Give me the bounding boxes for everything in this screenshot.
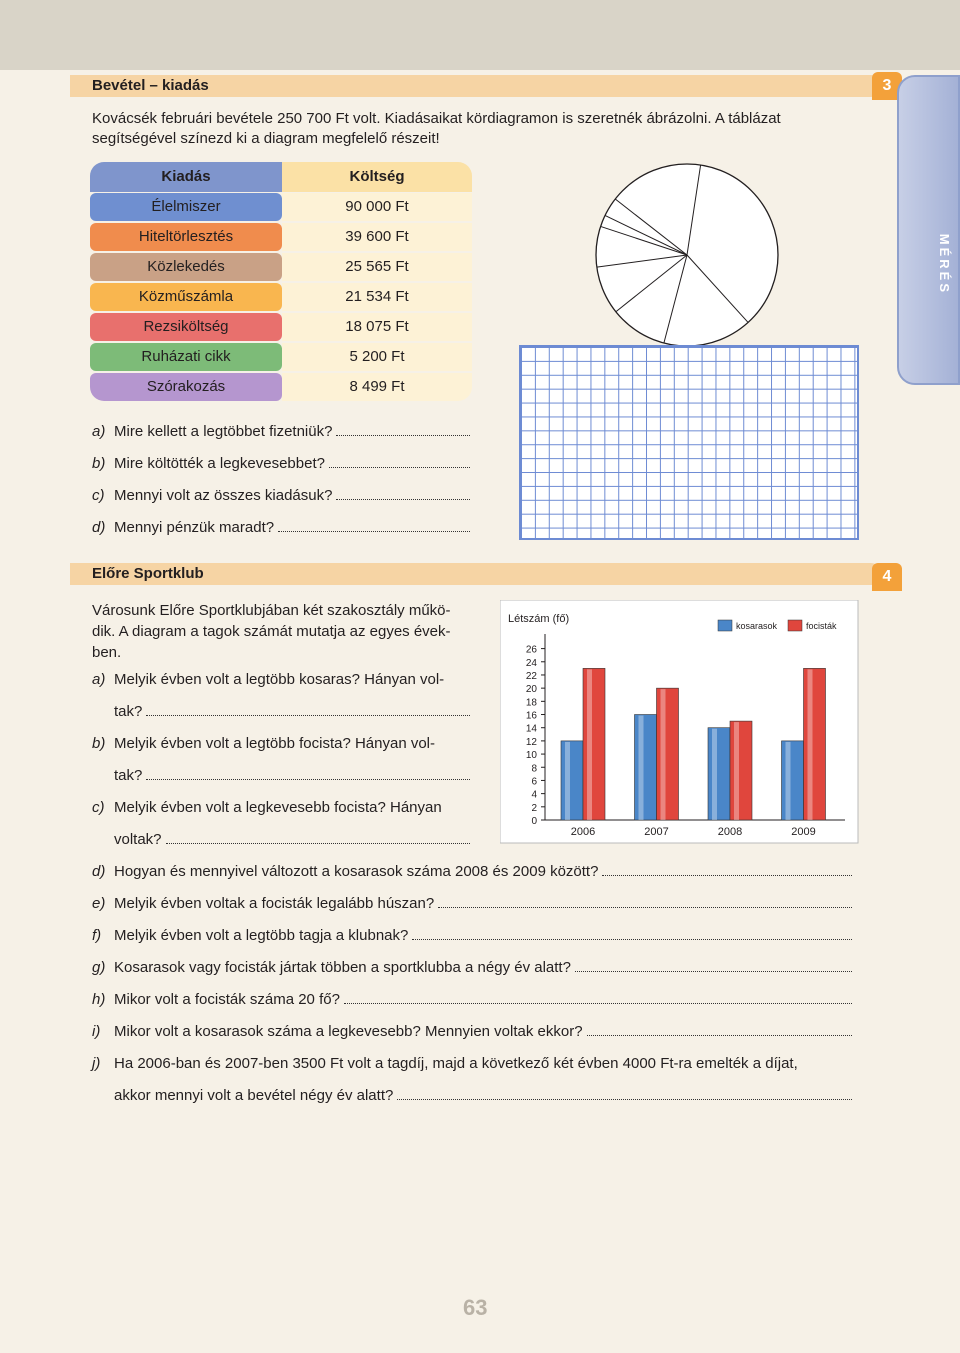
- question-text: Melyik évben volt a legtöbb tagja a klubnak?: [114, 927, 409, 944]
- question-letter: d): [92, 519, 106, 536]
- bar-kosarasok-2009: [782, 741, 804, 820]
- header-cost: Költség: [282, 162, 472, 192]
- question: [92, 892, 852, 924]
- bar-focisták-2007: [657, 688, 679, 820]
- legend-label: kosarasok: [736, 621, 778, 631]
- question-letter: j): [92, 1055, 101, 1072]
- bar-kosarasok-2007: [635, 715, 657, 820]
- bar-highlight: [639, 716, 644, 820]
- question-text: Hogyan és mennyivel változott a kosarasok száma 2008 és 2009 között?: [114, 863, 599, 880]
- y-tick-label: 16: [525, 710, 537, 722]
- answer-line[interactable]: [146, 701, 470, 716]
- y-axis-label: Létszám (fő): [508, 613, 570, 625]
- expense-label: Közműszámla: [90, 283, 282, 311]
- bar-chart: [500, 600, 860, 845]
- table-header: [90, 162, 472, 192]
- question: [92, 796, 470, 828]
- bar-highlight: [712, 729, 717, 820]
- question-letter: c): [92, 799, 105, 816]
- question: [92, 516, 472, 548]
- section-title: Előre Sportklub: [92, 565, 204, 582]
- y-tick-label: 20: [525, 684, 537, 696]
- question: [92, 420, 472, 452]
- question-continuation: [92, 764, 470, 796]
- exercise-intro: Kovácsék februári bevétele 250 700 Ft volt. Kiadásaikat kördiagramon is szeretnék ábrázolni. A táblázat segítségével színezd ki a diagram megfelelő részeit!: [92, 110, 781, 147]
- question-text: Mennyi volt az összes kiadásuk?: [114, 487, 333, 504]
- bar-kosarasok-2008: [708, 728, 730, 820]
- questions-4-bottom: [92, 860, 852, 1116]
- question-text: tak?: [114, 767, 143, 784]
- question-letter: b): [92, 455, 106, 472]
- question-text: Melyik évben voltak a focisták legalább húszan?: [114, 895, 435, 912]
- x-tick-label: 2007: [644, 826, 669, 838]
- exercise-number: 3: [872, 72, 902, 100]
- question-text: voltak?: [114, 831, 162, 848]
- y-tick-label: 4: [531, 789, 537, 801]
- expense-cost: 39 600 Ft: [282, 223, 472, 251]
- answer-line[interactable]: [329, 453, 470, 468]
- question-continuation: [92, 1084, 852, 1116]
- bar-focisták-2009: [804, 668, 826, 820]
- question-letter: e): [92, 895, 106, 912]
- bar-focisták-2006: [583, 668, 605, 820]
- answer-line[interactable]: [397, 1085, 852, 1100]
- intro-line: dik. A diagram a tagok számát mutatja az egyes évek-: [92, 623, 451, 640]
- question-letter: g): [92, 959, 106, 976]
- question: [92, 988, 852, 1020]
- questions-3: [92, 420, 472, 548]
- table-row: [90, 252, 472, 282]
- y-tick-label: 6: [531, 776, 537, 788]
- header-expense: Kiadás: [90, 162, 282, 192]
- y-tick-label: 24: [525, 657, 537, 669]
- x-tick-label: 2009: [791, 826, 816, 838]
- expense-label: Közlekedés: [90, 253, 282, 281]
- question: [92, 452, 472, 484]
- question-letter: a): [92, 423, 106, 440]
- question: [92, 1052, 852, 1084]
- question-letter: b): [92, 735, 106, 752]
- question-letter: h): [92, 991, 106, 1008]
- bar-highlight: [565, 742, 570, 820]
- question-letter: i): [92, 1023, 101, 1040]
- expense-cost: 90 000 Ft: [282, 193, 472, 221]
- question-letter: a): [92, 671, 106, 688]
- answer-line[interactable]: [602, 861, 852, 876]
- answer-line[interactable]: [166, 829, 470, 844]
- section-title-bar: [70, 75, 882, 97]
- bar-highlight: [734, 722, 739, 820]
- question: [92, 956, 852, 988]
- y-tick-label: 10: [525, 750, 537, 762]
- question: [92, 668, 470, 700]
- page-number: 63: [463, 1295, 488, 1320]
- answer-line[interactable]: [438, 893, 852, 908]
- table-row: [90, 282, 472, 312]
- bar-highlight: [786, 742, 791, 820]
- bar-kosarasok-2006: [561, 741, 583, 820]
- question: [92, 484, 472, 516]
- expense-cost: 5 200 Ft: [282, 343, 472, 371]
- y-tick-label: 12: [525, 736, 537, 748]
- question-text: Melyik évben volt a legkevesebb focista? Hányan: [114, 799, 442, 816]
- question-text: Kosarasok vagy focisták jártak többen a sportklubba a négy év alatt?: [114, 959, 571, 976]
- bar-focisták-2008: [730, 721, 752, 820]
- expense-label: Élelmiszer: [90, 193, 282, 221]
- answer-line[interactable]: [575, 957, 852, 972]
- table-row: [90, 342, 472, 372]
- question: [92, 860, 852, 892]
- answer-line[interactable]: [336, 485, 470, 500]
- table-row: [90, 312, 472, 342]
- exercise-intro: [92, 600, 502, 663]
- y-tick-label: 8: [531, 763, 537, 775]
- question-continuation: [92, 700, 470, 732]
- side-tab-label: MÉRÉS: [937, 233, 952, 295]
- legend-swatch: [718, 620, 732, 631]
- legend-label: focisták: [806, 621, 837, 631]
- question-text: akkor mennyi volt a bevétel négy év alatt?: [114, 1087, 394, 1104]
- table-row: [90, 192, 472, 222]
- question-text: Mikor volt a focisták száma 20 fő?: [114, 991, 340, 1008]
- expense-label: Rezsiköltség: [90, 313, 282, 341]
- question-letter: d): [92, 863, 106, 880]
- expense-cost: 8 499 Ft: [282, 373, 472, 401]
- question-letter: f): [92, 927, 102, 944]
- bar-highlight: [808, 669, 813, 820]
- question-text: Mikor volt a kosarasok száma a legkevesebb? Mennyien voltak ekkor?: [114, 1023, 583, 1040]
- y-tick-label: 0: [531, 816, 537, 827]
- expense-cost: 18 075 Ft: [282, 313, 472, 341]
- x-tick-label: 2008: [717, 826, 743, 838]
- expense-cost: 21 534 Ft: [282, 283, 472, 311]
- questions-4-left: [92, 668, 470, 860]
- question-text: Melyik évben volt a legtöbb focista? Hányan vol-: [114, 735, 436, 752]
- section-title-bar: [70, 563, 882, 585]
- side-tab: [897, 75, 960, 385]
- question-text: Mennyi pénzük maradt?: [114, 519, 275, 536]
- y-tick-label: 18: [525, 697, 537, 709]
- answer-line[interactable]: [412, 925, 852, 940]
- expense-label: Ruházati cikk: [90, 343, 282, 371]
- expense-label: Hiteltörlesztés: [90, 223, 282, 251]
- expense-table: [90, 162, 472, 402]
- question-text: Melyik évben volt a legtöbb kosaras? Hányan vol-: [114, 671, 445, 688]
- answer-grid[interactable]: [519, 345, 859, 540]
- y-tick-label: 2: [531, 802, 537, 814]
- question-continuation: [92, 828, 470, 860]
- answer-line[interactable]: [278, 517, 470, 532]
- answer-line[interactable]: [587, 1021, 852, 1036]
- x-tick-label: 2006: [570, 826, 596, 838]
- question-text: tak?: [114, 703, 143, 720]
- bar-highlight: [587, 669, 592, 820]
- question-letter: c): [92, 487, 105, 504]
- exercise-number: 4: [872, 563, 902, 591]
- section-title: Bevétel – kiadás: [92, 77, 209, 94]
- answer-line[interactable]: [146, 765, 470, 780]
- pie-chart: [592, 160, 782, 350]
- y-tick-label: 22: [525, 670, 537, 682]
- bar-highlight: [661, 689, 666, 820]
- answer-line[interactable]: [344, 989, 852, 1004]
- intro-line: Városunk Előre Sportklubjában két szakosztály műkö-: [92, 602, 451, 619]
- expense-label: Szórakozás: [90, 373, 282, 401]
- expense-cost: 25 565 Ft: [282, 253, 472, 281]
- question: [92, 732, 470, 764]
- y-tick-label: 14: [525, 723, 537, 735]
- question: [92, 1020, 852, 1052]
- table-row: [90, 372, 472, 402]
- answer-line[interactable]: [336, 421, 470, 436]
- question-text: Mire költötték a legkevesebbet?: [114, 455, 325, 472]
- question-text: Ha 2006-ban és 2007-ben 3500 Ft volt a tagdíj, majd a következő két évben 4000 Ft-ra emelték a díjat,: [114, 1055, 798, 1072]
- question-text: Mire kellett a legtöbbet fizetniük?: [114, 423, 333, 440]
- intro-line: ben.: [92, 644, 122, 661]
- question: [92, 924, 852, 956]
- y-tick-label: 26: [525, 644, 537, 656]
- legend-swatch: [788, 620, 802, 631]
- table-row: [90, 222, 472, 252]
